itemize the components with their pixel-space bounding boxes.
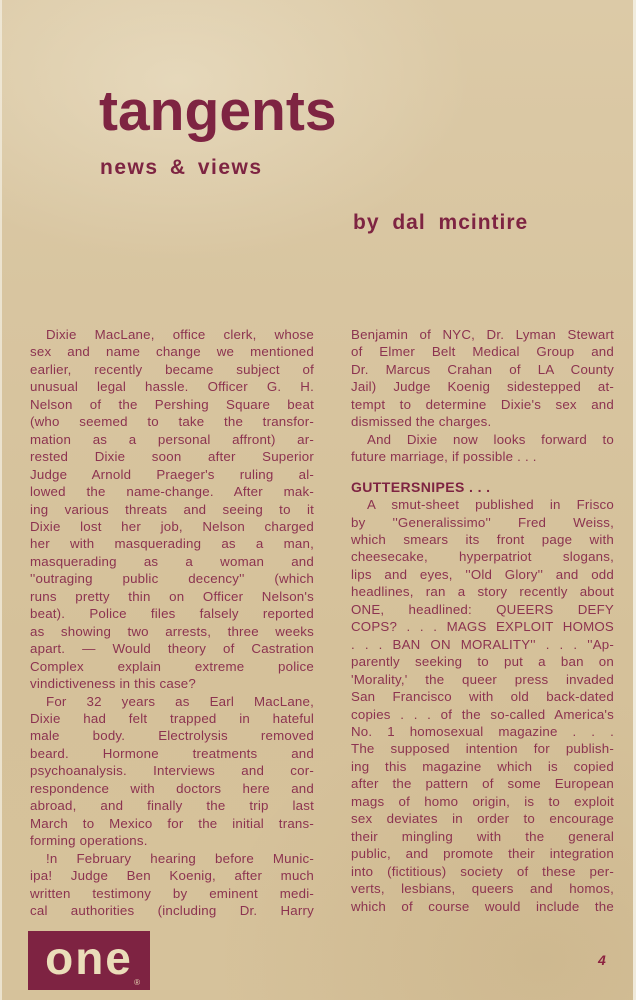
text-line: of Elmer Belt Medical Group and — [351, 344, 614, 360]
text-line: which of course would include the — [351, 898, 614, 914]
text-line: abroad, and finally the trip last — [30, 798, 314, 814]
text-line: her with masquerading as a man, — [30, 536, 314, 552]
text-line: mags of homo origin, is to exploit — [351, 793, 614, 809]
text-line: mation as a personal affront) ar- — [30, 431, 314, 447]
text-line: runs pretty thin on Officer Nelson's — [30, 588, 314, 604]
page-subtitle: news & views — [100, 156, 263, 179]
one-magazine-logo — [28, 931, 150, 990]
text-line: written testimony by eminent medi- — [30, 885, 314, 901]
text-line: masquerading as a woman and — [30, 553, 314, 569]
text-line: male body. Electrolysis removed — [30, 728, 314, 744]
text-line: ''outraging public decency'' (which — [30, 571, 314, 587]
text-line: Nelson of the Pershing Square beat — [30, 396, 314, 412]
text-line: unusual legal hassle. Officer G. H. — [30, 379, 314, 395]
text-line: sex and name change we mentioned — [30, 344, 314, 360]
text-line: rested Dixie soon after Superior — [30, 449, 314, 465]
text-line: respondence with doctors here and — [30, 780, 314, 796]
text-line: dismissed the charges. — [351, 414, 492, 430]
text-line: Benjamin of NYC, Dr. Lyman Stewart — [351, 327, 614, 342]
logo-text: one — [45, 931, 133, 984]
text-line: after the pattern of some European — [351, 776, 614, 792]
text-line: Dixie MacLane, office clerk, whose — [46, 327, 314, 342]
text-line: San Francisco with old back-dated — [351, 689, 614, 705]
text-line: lowed the name-change. After mak- — [30, 484, 314, 500]
text-line: And Dixie now looks forward to — [367, 431, 614, 447]
page-number: 4 — [598, 952, 606, 968]
byline: by dal mcintire — [353, 211, 529, 234]
scan-edge-left — [0, 0, 2, 1000]
article-body — [30, 326, 614, 919]
text-line: forming operations. — [30, 833, 148, 849]
column-right — [351, 326, 614, 919]
text-line: by ''Generalissimo'' Fred Weiss, — [351, 514, 614, 530]
text-line: . . . BAN ON MORALITY'' . . . ''Ap- — [351, 636, 614, 652]
text-line: beard. Hormone treatments and — [30, 745, 314, 761]
page-title: tangents — [99, 79, 337, 143]
text-line: March to Mexico for the initial trans- — [30, 815, 314, 831]
text-line: tempt to determine Dixie's sex and — [351, 396, 614, 412]
column-left — [30, 326, 314, 919]
text-line: cheesecake, hyperpatriot slogans, — [351, 549, 614, 565]
text-line: A smut-sheet published in Frisco — [367, 497, 614, 513]
text-line: earlier, recently became subject of — [30, 361, 314, 377]
text-line: Dr. Marcus Crahan of LA County — [351, 361, 614, 377]
text-line: ONE, headlined: QUEERS DEFY — [351, 601, 614, 617]
text-line: sex deviates in order to encourage — [351, 811, 614, 827]
text-line: copies . . . of the so-called America's — [351, 706, 614, 722]
text-line: 'Morality,' the queer press invaded — [351, 671, 614, 687]
text-line: Dixie had felt trapped in hateful — [30, 710, 314, 726]
text-line: future marriage, if possible . . . — [351, 449, 537, 465]
text-line: The supposed intention for publish- — [351, 741, 614, 757]
text-line: ing various threats and seeing to it — [30, 501, 314, 517]
text-line: Judge Arnold Praeger's ruling al- — [30, 466, 314, 482]
text-line: verts, lesbians, queers and homos, — [351, 881, 614, 897]
section-heading: GUTTERSNIPES . . . — [351, 478, 491, 495]
text-line: into (fictitious) society of these per- — [351, 863, 614, 879]
text-line: as showing two arrests, three weeks — [30, 623, 314, 639]
text-line: beat). Police files falsely reported — [30, 606, 314, 622]
text-line: their mingling with the general — [351, 828, 614, 844]
text-line: psychoanalysis. Interviews and cor- — [30, 763, 314, 779]
text-line: apart. — Would theory of Castration — [30, 641, 314, 657]
text-line: Complex explain extreme police — [30, 658, 314, 674]
text-line: Jail) Judge Koenig sidestepped at- — [351, 379, 614, 395]
text-line: lips and eyes, ''Old Glory'' and odd — [351, 566, 614, 582]
text-line: For 32 years as Earl MacLane, — [46, 693, 314, 709]
text-line: public, and promote their integration — [351, 846, 614, 862]
registered-mark-icon: ® — [134, 978, 140, 987]
text-line: parently seeking to put a ban on — [351, 654, 614, 670]
text-line: headlines, ran a story recently about — [351, 584, 614, 600]
text-line: ing this magazine which is copied — [351, 758, 614, 774]
text-line: (who seemed to take the transfor- — [30, 414, 314, 430]
text-line: which smears its front page with — [351, 531, 614, 547]
text-line: No. 1 homosexual magazine . . . — [351, 723, 614, 739]
text-line: COPS? . . . MAGS EXPLOIT HOMOS — [351, 619, 614, 635]
text-line: cal authorities (including Dr. Harry — [30, 902, 314, 918]
text-line: !n February hearing before Munic- — [46, 850, 314, 866]
text-line: ipa! Judge Ben Koenig, after much — [30, 868, 314, 884]
text-line: vindictiveness in this case? — [30, 676, 196, 692]
text-line: Dixie lost her job, Nelson charged — [30, 518, 314, 534]
